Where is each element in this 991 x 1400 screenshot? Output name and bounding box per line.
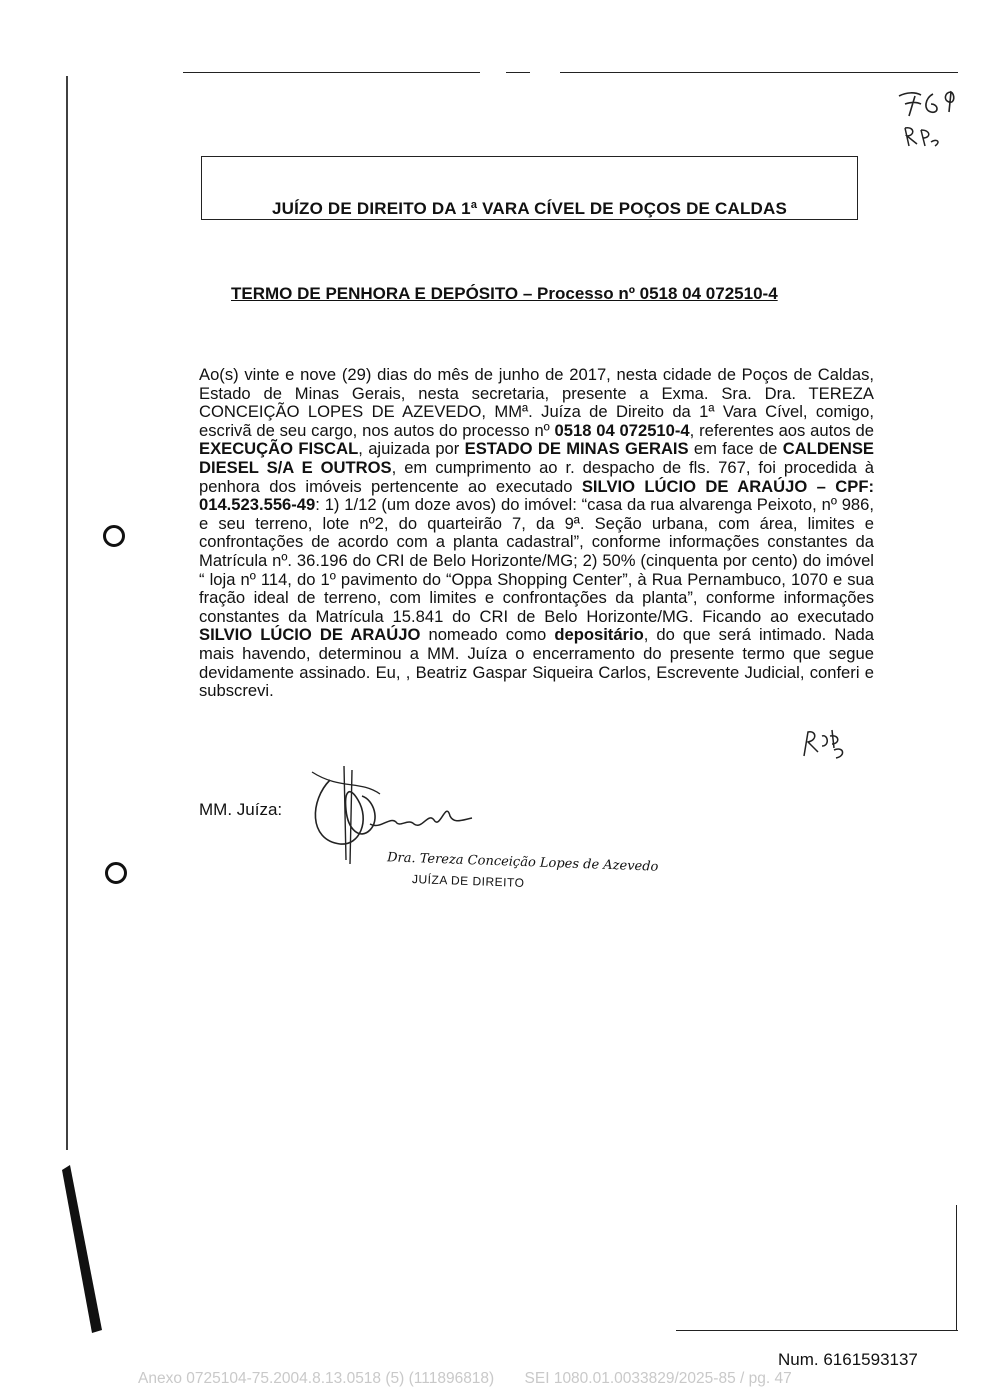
document-title: TERMO DE PENHORA E DEPÓSITO – Processo nº 0518 04 072510-4 bbox=[231, 284, 778, 303]
body-paragraph: Ao(s) vinte e nove (29) dias do mês de junho de 2017, nesta cidade de Poços de Caldas, Estado de Minas Gerais, nesta secretaria, presente a Exma. Sra. Dra. TEREZA CONCEIÇÃO LOPES DE AZEVEDO, MMª. Juíza de Direito da 1ª Vara Cível, comigo, escrivã de seu cargo, nos autos do processo nº 0518 04 072510-4, referentes aos autos de EXECUÇÃO FISCAL, ajuizada por ESTADO DE MINAS GERAIS em face de CALDENSE DIESEL S/A E OUTROS, em cumprimento ao r. despacho de fls. 767, foi procedida à penhora dos imóveis pertencente ao executado SILVIO LÚCIO DE ARAÚJO – CPF: 014.523.556-49: 1) 1/12 (um doze avos) do imóvel: “casa da rua alvarenga Peixoto, nº 986, e seu terreno, lote nº2, do quarteirão 7, da 9ª. Seção urbana, com área, limites e confrontações de acordo com a planta cadastral”, conforme informações constantes da Matrícula nº. 36.196 do CRI de Belo Horizonte/MG; 2) 50% (cinquenta por cento) do imóvel “ loja nº 114, do 1º pavimento do “Oppa Shopping Center”, à Rua Pernambuco, 1070 e sua fração ideal de terreno, com limites e confrontações da planta”, conforme informações constantes da Matrícula 15.841 do CRI de Belo Horizonte/MG. Ficando ao executado SILVIO LÚCIO DE ARAÚJO nomeado como depositário, do que será intimado. Nada mais havendo, determinou a MM. Juíza o encerramento do presente termo que segue devidamente assinado. Eu, , Beatriz Gaspar Siqueira Carlos, Escrevente Judicial, conferi e subscrevi. bbox=[199, 365, 875, 701]
judge-stamp-name: Dra. Tereza Conceição Lopes de Azevedo bbox=[386, 850, 659, 875]
annex-reference: Anexo 0725104-75.2004.8.13.0518 (5) (111896818) bbox=[138, 1370, 495, 1387]
executed-cpf: SILVIO LÚCIO DE ARAÚJO – CPF: 014.523.556-49 bbox=[199, 476, 874, 515]
punch-hole bbox=[103, 525, 125, 547]
document-number: Num. 6161593137 bbox=[778, 1350, 918, 1369]
judge-stamp-role: JUÍZA DE DIREITO bbox=[411, 872, 525, 890]
sei-reference: SEI 1080.01.0033829/2025-85 / pg. 47 bbox=[524, 1370, 792, 1387]
footer-watermark bbox=[138, 1370, 938, 1388]
depositary-role: depositário bbox=[554, 625, 644, 645]
judge-label: MM. Juíza: bbox=[199, 800, 283, 819]
punch-hole bbox=[105, 862, 127, 884]
plaintiff: ESTADO DE MINAS GERAIS bbox=[464, 439, 689, 459]
clerk-initials bbox=[800, 726, 860, 766]
process-number: 0518 04 072510-4 bbox=[554, 420, 690, 440]
page-number-stamp bbox=[895, 86, 975, 166]
court-title: JUÍZO DE DIREITO DA 1ª VARA CÍVEL DE POÇOS DE CALDAS bbox=[271, 199, 788, 218]
defendant: CALDENSE DIESEL S/A E OUTROS bbox=[199, 439, 874, 477]
action-type: EXECUÇÃO FISCAL bbox=[199, 439, 359, 459]
executed-name: SILVIO LÚCIO DE ARAÚJO bbox=[199, 625, 421, 645]
